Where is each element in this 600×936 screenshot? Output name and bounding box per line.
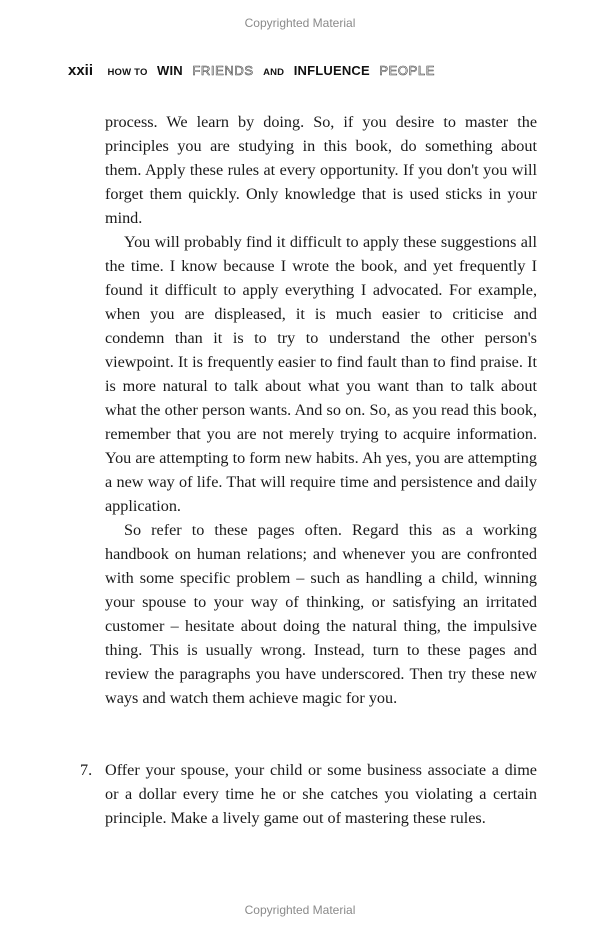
running-head-and: AND (263, 67, 285, 78)
page-number: xxii (68, 62, 94, 79)
copyright-watermark-bottom: Copyrighted Material (244, 903, 356, 917)
running-head-influence: INFLUENCE (293, 63, 370, 78)
running-head-win: WIN (157, 63, 183, 78)
list-number: 7. (80, 761, 93, 779)
running-head-friends: FRIENDS (192, 63, 254, 78)
paragraph: So refer to these pages often. Regard this as a working handbook on human relations; and whenever you are confronted with some specific problem – such as handling a child, winning your spouse to your way of thinking, or satisfying an irritated customer – hesitate about doing the natural thing, the impulsive thing. This is usually wrong. Instead, turn to these pages and review the paragraphs you have underscored. Then try these new ways and watch them achieve magic for you. (105, 521, 537, 707)
running-head (68, 61, 435, 83)
paragraph: You will probably find it difficult to apply these suggestions all the time. I know because I wrote the book, and yet frequently I found it difficult to apply everything I advocated. For example, when you are displeased, it is much easier to criticise and condemn than it is to try to understand the other person's viewpoint. It is frequently easier to find fault than to find praise. It is more natural to talk about what you want than to talk about what the other person wants. And so on. So, as you read this book, remember that you are not merely trying to acquire information. You are attempting to form new habits. Ah yes, you are attempting a new way of life. That will require time and persistence and daily application. (105, 233, 537, 515)
list-item-text: Offer your spouse, your child or some business associate a dime or a dollar every time he or she catches you violating a certain principle. Make a lively game out of mastering these rules. (105, 761, 537, 827)
copyright-watermark-top: Copyrighted Material (244, 16, 356, 30)
running-head-people: PEOPLE (379, 63, 435, 78)
list-item-7 (80, 758, 537, 830)
running-head-how-to: HOW TO (107, 67, 148, 78)
paragraph-continued: process. We learn by doing. So, if you desire to master the principles you are studying in this book, do something about them. Apply these rules at every opportunity. If you don't you will forget them quickly. Only knowledge that is used sticks in your mind. (105, 113, 537, 227)
body-text (105, 110, 537, 710)
